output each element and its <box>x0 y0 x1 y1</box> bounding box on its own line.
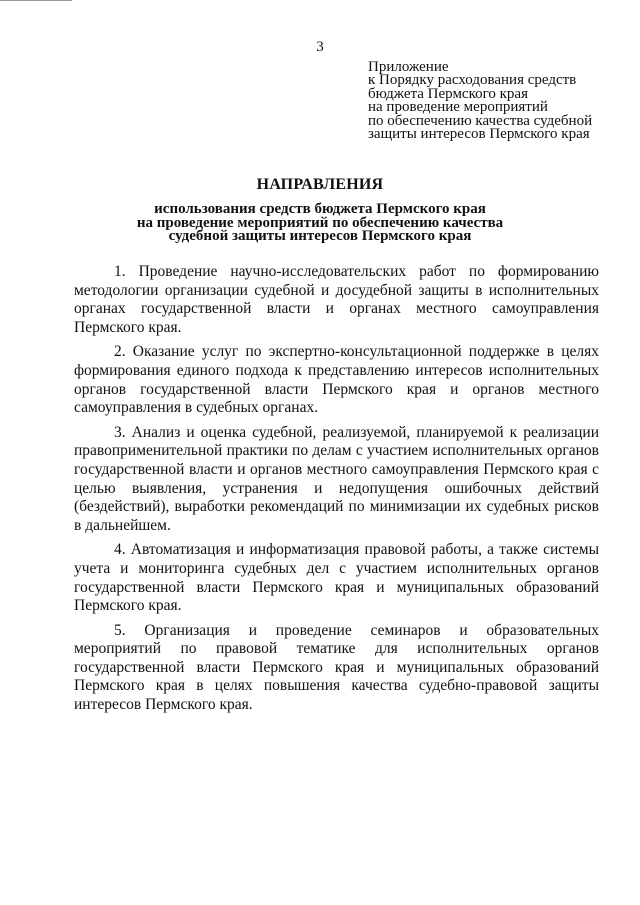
annex-line: на проведение мероприятий <box>368 99 548 116</box>
subheading-line: использования средств бюджета Пермского края <box>154 201 486 217</box>
annex-block <box>368 61 628 141</box>
document-body <box>74 263 599 721</box>
paragraph-3: 3. Анализ и оценка судебной, реализуемой, планируемой к реализации правоприменительной практики по делам с участием исполнительных органов государственной власти и органов местного самоуправления Пермского края с целью выявления, устранения и недопущения ошибочных действий (бездействий), выработки рекомендаций по минимизации их судебных рисков в дальнейшем. <box>74 423 599 534</box>
page-number: 3 <box>316 39 324 55</box>
document-subheading <box>0 203 640 244</box>
annex-line: Приложение <box>368 59 449 75</box>
paragraph-5: 5. Организация и проведение семинаров и образовательных мероприятий по правовой тематике для исполнительных органов государственной власти Пермского края и муниципальных образований Пермского края в целях повышения качества судебно-правовой защиты интересов Пермского края. <box>74 621 599 714</box>
paragraph-1: 1. Проведение научно-исследовательских работ по формированию методологии организации судебной и досудебной защиты в исполнительных органах государственной власти и органах местного самоуправления Пермского края. <box>74 263 599 336</box>
document-heading: НАПРАВЛЕНИЯ <box>256 176 384 193</box>
subheading-line: на проведение мероприятий по обеспечению качества <box>136 214 504 231</box>
annex-line: по обеспечению качества судебной <box>368 112 593 129</box>
paragraph-2: 2. Оказание услуг по экспертно-консультационной поддержке в целях формирования единого подхода к представлению интересов исполнительных органов государственной власти Пермского края и органов местного самоуправления в судебных органах. <box>74 343 599 417</box>
paragraph-4: 4. Автоматизация и информатизация правовой работы, а также системы учета и мониторинга судебных дел с участием исполнительных органов государственной власти Пермского края и муниципальных образований Пермского края. <box>74 541 599 615</box>
scan-edge-line <box>0 0 72 4</box>
subheading-line: судебной защиты интересов Пермского края <box>168 228 472 245</box>
annex-line: бюджета Пермского края <box>368 85 528 102</box>
annex-line: защиты интересов Пермского края <box>368 126 590 143</box>
annex-line: к Порядку расходования средств <box>368 72 577 89</box>
